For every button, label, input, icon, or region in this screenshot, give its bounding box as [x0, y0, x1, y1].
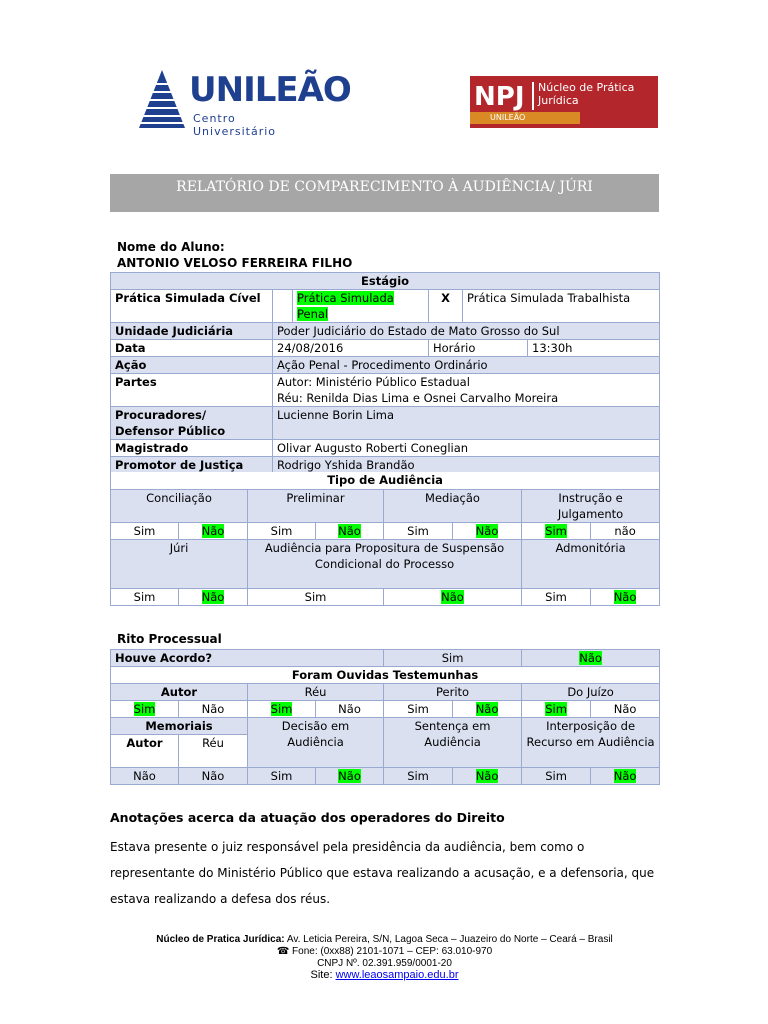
testemunha-juizo-label: Do Juízo — [522, 684, 660, 701]
memoriais-label: Memoriais — [111, 718, 248, 735]
partes-value — [273, 374, 660, 407]
unidade-label: Unidade Judiciária — [111, 323, 273, 340]
testemunha-reu-label: Réu — [248, 684, 384, 701]
testemunha-perito-label: Perito — [384, 684, 522, 701]
npj-logo — [470, 76, 658, 128]
footer-site-line — [110, 969, 659, 981]
unileao-logo — [137, 68, 351, 138]
conciliacao-nao: Não — [201, 523, 225, 538]
horario-label: Horário — [429, 340, 528, 357]
unidade-value: Poder Judiciário do Estado de Mato Grosso do Sul — [273, 323, 660, 340]
testemunha-perito-sim: Sim — [384, 701, 453, 718]
footer-site-label: Site: — [310, 969, 336, 981]
memoriais-reu-nao: Não — [179, 768, 248, 785]
decisao-nao: Não — [338, 769, 361, 783]
tipo-header: Tipo de Audiência — [111, 472, 660, 489]
memoriais-reu-label: Réu — [179, 735, 248, 768]
testemunha-autor-sim-cell — [111, 701, 179, 718]
suspensao-label: Audiência para Propositura de Suspensão Condicional do Processo — [248, 539, 522, 588]
instrucao-nao: não — [591, 522, 660, 539]
admonitoria-sim: Sim — [522, 588, 591, 605]
estagio-trabalhista: Prática Simulada Trabalhista — [463, 290, 660, 323]
estagio-mark: X — [429, 290, 463, 323]
footer-address: Av. Leticia Pereira, S/N, Lagoa Seca – Juazeiro do Norte – Ceará – Brasil — [284, 934, 613, 945]
footer-cnpj: CNPJ Nº. 02.391.959/0001-20 — [317, 958, 452, 969]
unileao-subtitle: Centro Universitário — [193, 112, 277, 138]
admonitoria-nao-cell — [591, 588, 660, 605]
testemunha-autor-nao: Não — [179, 701, 248, 718]
testemunha-juizo-sim: Sim — [545, 702, 567, 716]
acordo-nao-cell — [522, 650, 660, 667]
footer-site-link[interactable]: www.leaosampaio.edu.br — [335, 969, 459, 981]
data-value: 24/08/2016 — [273, 340, 429, 357]
notes-body: Estava presente o juiz responsável pela presidência da audiência, bem como o representante do Ministério Público que estava realizando a acusação, e a defensoria, que estava realizando a defesa dos réus. — [110, 840, 655, 906]
instrucao-label: Instrução e Julgamento — [522, 489, 660, 522]
npj-tag: UNILEÃO — [470, 112, 580, 124]
testemunha-reu-sim-cell — [248, 701, 316, 718]
recurso-label: Interposição de Recurso em Audiência — [522, 718, 660, 768]
suspensao-nao: Não — [441, 589, 464, 604]
sentenca-label: Sentença em Audiência — [384, 718, 522, 768]
footer-org: Núcleo de Pratica Jurídica: — [156, 934, 285, 945]
conciliacao-sim: Sim — [111, 522, 179, 539]
student-name: ANTONIO VELOSO FERREIRA FILHO — [117, 256, 353, 270]
testemunha-autor-sim: Sim — [133, 702, 156, 716]
estagio-civel: Prática Simulada Cível — [111, 290, 273, 323]
decisao-sim: Sim — [248, 768, 316, 785]
notes-title: Anotações acerca da atuação dos operadores do Direito — [110, 810, 505, 825]
mediacao-nao: Não — [475, 523, 499, 538]
preliminar-sim: Sim — [248, 522, 316, 539]
suspensao-nao-cell — [384, 588, 522, 605]
admonitoria-nao: Não — [613, 589, 637, 604]
testemunha-juizo-nao: Não — [591, 701, 660, 718]
preliminar-nao: Não — [338, 523, 361, 538]
rito-label: Rito Processual — [117, 632, 222, 646]
npj-text: Núcleo de Prática Jurídica — [538, 81, 635, 107]
magistrado-value: Olivar Augusto Roberti Coneglian — [273, 440, 660, 457]
decisao-nao-cell — [316, 768, 384, 785]
estagio-penal: Prática Simulada Penal — [297, 291, 394, 321]
tipo-audiencia-table — [110, 472, 660, 606]
testemunhas-header: Foram Ouvidas Testemunhas — [111, 667, 660, 684]
mediacao-sim: Sim — [384, 522, 453, 539]
conciliacao-label: Conciliação — [111, 489, 248, 522]
preliminar-nao-cell — [316, 522, 384, 539]
testemunha-perito-nao: Não — [475, 702, 499, 716]
procuradores-value: Lucienne Borin Lima — [273, 407, 660, 440]
estagio-penal-cell — [293, 290, 429, 323]
testemunha-reu-sim: Sim — [270, 702, 293, 716]
instrucao-sim: Sim — [545, 523, 567, 538]
testemunha-reu-nao: Não — [316, 701, 384, 718]
promotor-label: Promotor de Justiça — [111, 457, 273, 474]
juri-nao-cell — [179, 588, 248, 605]
acordo-sim: Sim — [384, 650, 522, 667]
sentenca-sim: Sim — [384, 768, 453, 785]
report-title: RELATÓRIO DE COMPARECIMENTO À AUDIÊNCIA/ JÚRI — [110, 174, 659, 212]
npj-divider — [532, 82, 534, 110]
recurso-nao-cell — [591, 768, 660, 785]
rito-table — [110, 649, 660, 785]
preliminar-label: Preliminar — [248, 489, 384, 522]
juri-sim: Sim — [111, 588, 179, 605]
partes-autor: Autor: Ministério Público Estadual — [277, 375, 470, 389]
unileao-name: UNILEÃO — [189, 70, 351, 110]
acordo-label: Houve Acordo? — [111, 650, 384, 667]
juri-label: Júri — [111, 539, 248, 588]
student-label: Nome do Aluno: — [117, 240, 225, 254]
conciliacao-nao-cell — [179, 522, 248, 539]
footer-phone: ☎ Fone: (0xx88) 2101-1071 – CEP: 63.010-970 — [276, 946, 493, 957]
instrucao-sim-cell — [522, 522, 591, 539]
recurso-nao: Não — [613, 769, 637, 783]
acordo-nao: Não — [579, 651, 602, 665]
admonitoria-label: Admonitória — [522, 539, 660, 588]
testemunha-juizo-sim-cell — [522, 701, 591, 718]
magistrado-label: Magistrado — [111, 440, 273, 457]
partes-label: Partes — [111, 374, 273, 407]
acao-label: Ação — [111, 357, 273, 374]
data-label: Data — [111, 340, 273, 357]
mediacao-nao-cell — [453, 522, 522, 539]
testemunha-autor-label: Autor — [111, 684, 248, 701]
memoriais-autor-nao: Não — [111, 768, 179, 785]
sentenca-nao-cell — [453, 768, 522, 785]
decisao-label: Decisão em Audiência — [248, 718, 384, 768]
juri-nao: Não — [201, 589, 225, 604]
details-table — [110, 272, 660, 474]
acao-value: Ação Penal - Procedimento Ordinário — [273, 357, 660, 374]
sentenca-nao: Não — [475, 769, 499, 783]
suspensao-sim: Sim — [248, 588, 384, 605]
recurso-sim: Sim — [522, 768, 591, 785]
estagio-header: Estágio — [111, 273, 660, 290]
procuradores-label: Procuradores/ Defensor Público — [111, 407, 273, 440]
memoriais-autor-label: Autor — [111, 735, 179, 768]
footer-address-line — [110, 934, 659, 946]
promotor-value: Rodrigo Yshida Brandão — [273, 457, 660, 474]
horario-value: 13:30h — [528, 340, 660, 357]
estagio-civel-check — [273, 290, 293, 323]
partes-reu: Réu: Renilda Dias Lima e Osnei Carvalho Moreira — [277, 391, 559, 405]
mediacao-label: Mediação — [384, 489, 522, 522]
testemunha-perito-nao-cell — [453, 701, 522, 718]
npj-abbr: NPJ — [474, 82, 525, 112]
